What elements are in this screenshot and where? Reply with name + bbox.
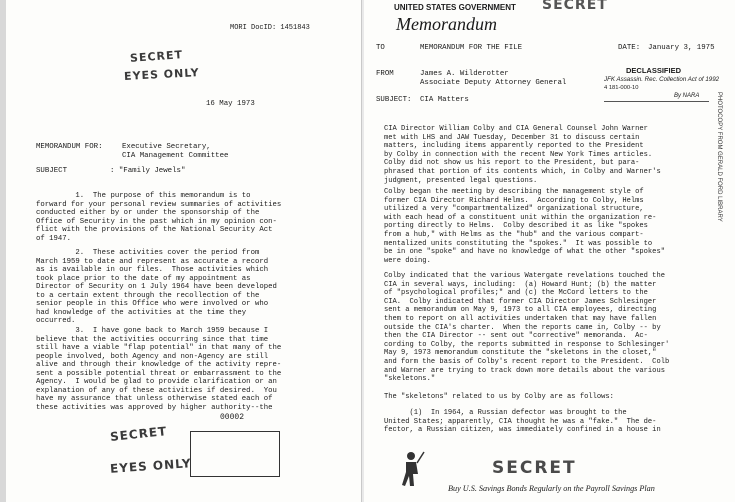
secret-stamp-bottom: SECRET [109,424,168,444]
memo-for-value-1: Executive Secretary, [122,143,211,151]
right-paragraph-3: Colby indicated that the various Watergate revelations touched the CIA in several ways, including: (a) Howard Hunt; (b) the matter of "psychological profiles;" and (c) the McCord letters to the CIA. Colby indicated that former CIA Director James Schlesinger sent a memorandum on May 9, 1973 to all CIA employees, directing them to report on all activities undertaken that may have fallen outside the CIA's charter. When the reports came in, Colby -- by then the CIA Director -- sent out "corrective" memoranda. Ac- cording to Colby, the reports submitted in response to Schlesinger' May 9, 1973 memorandum constitute the "skeletons in the closet," and form the basis of Colby's recent report to the President. Colb and Warner are trying to track down more details about the various "skeletons." [384,272,670,384]
mori-doc-id: MORI DocID: 1451843 [230,24,310,32]
minuteman-logo-icon [396,450,426,488]
from-label: FROM [376,70,394,78]
right-subject-label: SUBJECT: [376,96,412,104]
left-paragraph-2: 2. These activities cover the period from March 1959 to date and represent as accurate a record as is available in our files. Those activities which took place prior to the date of my appointment as Director of Security on 1 July 1964 have been developed to a certain extent through the recollection of the senior people in this Office who were involved or who had knowledge of the activities at the time they occurred. [36,249,277,325]
eyes-only-stamp-bottom: EYES ONLY [109,456,193,476]
subject-value: : "Family Jewels" [110,167,186,175]
right-paragraph-5: (1) In 1964, a Russian defector was brought to the United States; apparently, CIA thought he was a "fake." The de- fector, a Russian citizen, was immediately confined in a house in [384,409,661,435]
ford-library-side-text: PHOTOCOPY FROM GERALD FORD LIBRARY [716,92,722,222]
left-memo-page [0,0,362,502]
page-number: 00002 [220,413,245,422]
savings-bonds-footer: Buy U.S. Savings Bonds Regularly on the Payroll Savings Plan [448,484,655,493]
from-value-1: James A. Wilderotter [420,70,509,78]
empty-box [190,431,280,477]
to-label: TO [376,44,385,52]
right-paragraph-1: CIA Director William Colby and CIA General Counsel John Warner met with LHS and JAW Tuesday, December 31 to discuss certain matters, including items apparently reported to the President by Colby in connection with the recent New York Times articles. Colby did not show us his report to the President, but para- phrased that portion of its contents which, in Colby and Warner's judgment, presented legal questions. [384,125,661,185]
page-edge-shadow [0,0,6,502]
declassified-by: By NARA [674,93,700,99]
right-memo-page [364,0,735,502]
memo-title: Memorandum [396,14,497,34]
left-paragraph-3: 3. I have gone back to March 1959 because I believe that the activities occurring since that time still have a viable "flap potential" in that many of the people involved, both Agency and non-Agency are still alive and through their knowledge of the activity repre- sent a possible potential threat or embarrassment to the Agency. I would be glad to provide clarification or an explanation of any of these activities if desired. You have my assurance that unless otherwise stated each of these activities was approved by higher authority--the [36,327,282,412]
declassified-record-number: 4 181-000-10 [604,85,639,91]
date-label: DATE: [618,44,641,52]
from-value-2: Associate Deputy Attorney General [420,79,567,87]
left-paragraph-1: 1. The purpose of this memorandum is to forward for your personal review summaries of activities conducted either by or under the sponsorship of the Office of Security in the past which in my opinion con- flict with the provisions of the National Security Act of 1947. [36,192,282,243]
date-value: January 3, 1975 [648,44,715,52]
memo-for-label: MEMORANDUM FOR: [36,143,103,151]
government-header: UNITED STATES GOVERNMENT [394,3,516,12]
memo-date: 16 May 1973 [206,100,255,108]
memo-for-value-2: CIA Management Committee [122,152,229,160]
secret-stamp-top: SECRET [129,48,184,65]
secret-stamp-bottom-right: SECRET [492,458,577,478]
secret-stamp-top-right: SECRET [542,0,608,13]
declassified-underline [604,101,709,102]
right-paragraph-4: The "skeletons" related to us by Colby are as follows: [384,393,614,401]
declassified-title: DECLASSIFIED [626,66,682,75]
declassified-act-line: JFK Assassin. Rec. Collection Act of 1992 [604,76,720,83]
right-subject-value: CIA Matters [420,96,469,104]
to-value: MEMORANDUM FOR THE FILE [420,44,523,52]
eyes-only-stamp-top: EYES ONLY [123,66,200,83]
right-paragraph-2: Colby began the meeting by describing the management style of former CIA Director Richard Helms. According to Colby, Helms utilized a very "compartmentalized" organizational structure, with each head of a constituent unit within the organization re- porting directly to Helms. Colby described it as like "spokes from a hub," with Helms as the "hub" and the various compart- mentalized units constituting the "spokes." It was possible to be in one "spoke" and have no knowledge of what the other "spokes" were doing. [384,188,665,265]
subject-label: SUBJECT [36,167,68,175]
